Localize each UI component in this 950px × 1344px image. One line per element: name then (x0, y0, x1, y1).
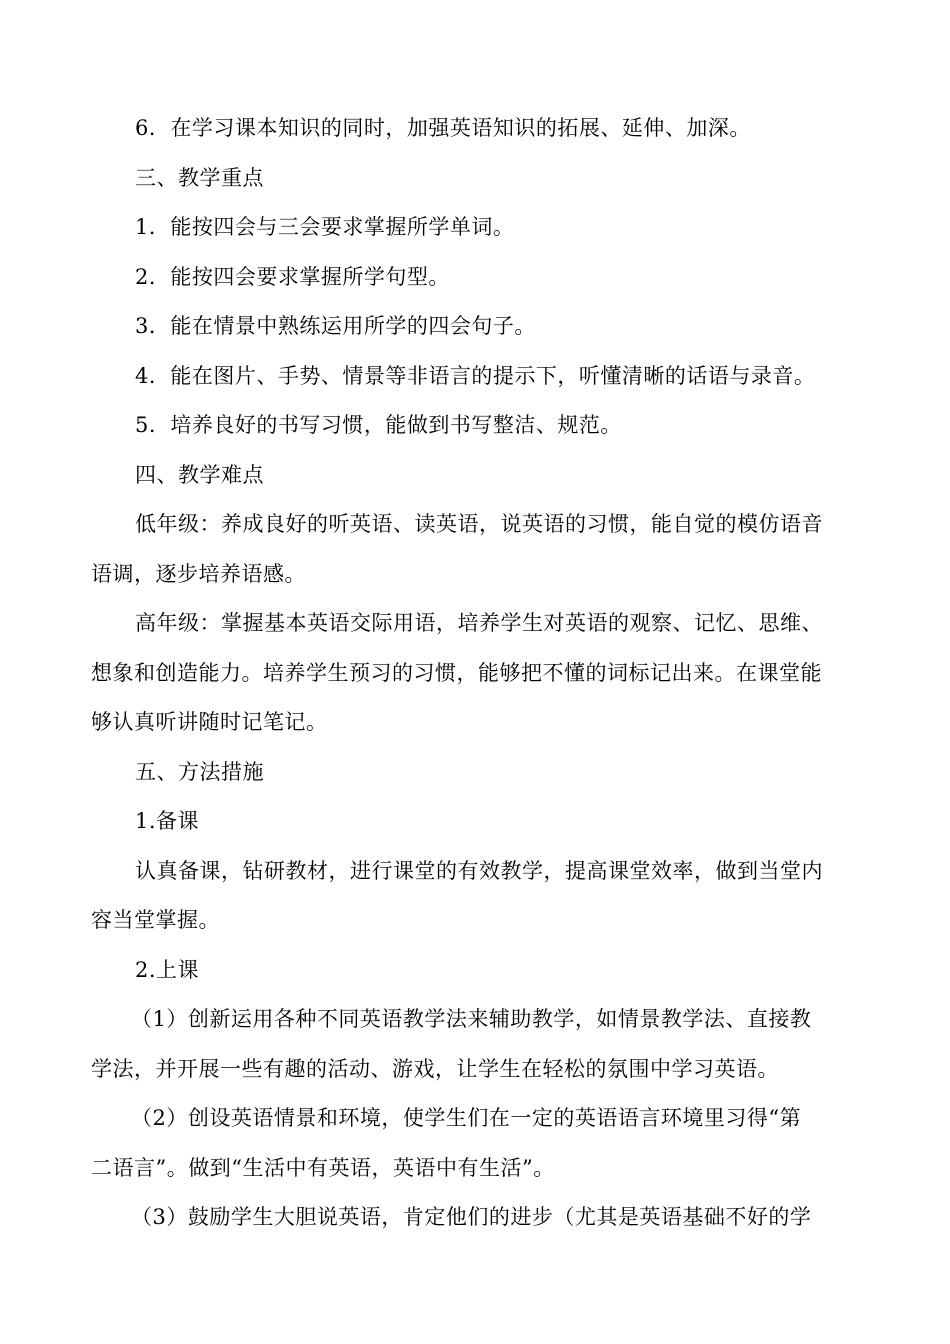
text-line: 低年级：养成良好的听英语、读英语，说英语的习惯，能自觉的模仿语音 (135, 512, 823, 536)
paragraph-lesson-prep (91, 847, 861, 946)
text-line: 3．能在情景中熟练运用所学的四会句子。 (135, 314, 536, 338)
text-line: （1）创新运用各种不同英语教学法来辅助教学，如情景教学法、直接教 (131, 1007, 812, 1031)
text-line: 6．在学习课本知识的同时，加强英语知识的拓展、延伸、加深。 (135, 116, 751, 140)
paragraph-upper-grade (91, 599, 861, 748)
subheading-class (91, 946, 861, 996)
text-line: 想象和创造能力。培养学生预习的习惯，能够把不懂的词标记出来。在课堂能 (91, 660, 822, 685)
text-line: 容当堂掌握。 (91, 908, 220, 932)
text-line: 认真备课，钻研教材，进行课堂的有效教学，提高课堂效率，做到当堂内 (135, 858, 823, 883)
text-line: 高年级：掌握基本英语交际用语，培养学生对英语的观察、记忆、思维、 (135, 611, 823, 635)
subheading-lesson-prep (91, 797, 861, 847)
section-heading-4 (91, 451, 861, 501)
document-page (91, 104, 861, 1243)
paragraph-class-2 (91, 1094, 861, 1193)
text-line: 4．能在图片、手势、情景等非语言的提示下，听懂清晰的话语与录音。 (135, 363, 816, 388)
paragraph-lower-grade (91, 500, 861, 599)
paragraph-item-4 (91, 352, 861, 402)
text-line: 四、教学难点 (135, 462, 264, 487)
paragraph-item-6 (91, 104, 861, 154)
text-line: 语调，逐步培养语感。 (91, 561, 306, 586)
paragraph-item-5 (91, 401, 861, 451)
section-heading-5 (91, 748, 861, 798)
paragraph-item-3 (91, 302, 861, 352)
paragraph-class-1 (91, 995, 861, 1094)
text-line: （2）创设英语情景和环境，使学生们在一定的英语语言环境里习得“第 (131, 1106, 802, 1130)
text-line: 五、方法措施 (135, 759, 264, 784)
text-line: 够认真听讲随时记笔记。 (91, 710, 328, 734)
text-line: 5．培养良好的书写习惯，能做到书写整洁、规范。 (135, 413, 622, 437)
paragraph-class-3 (91, 1193, 861, 1243)
text-line: 2．能按四会要求掌握所学句型。 (135, 264, 450, 289)
paragraph-item-2 (91, 253, 861, 303)
text-line: 1.备课 (135, 809, 200, 833)
text-line: 学法，并开展一些有趣的活动、游戏，让学生在轻松的氛围中学习英语。 (91, 1056, 779, 1081)
text-line: 1．能按四会与三会要求掌握所学单词。 (135, 215, 515, 239)
text-line: 二语言”。做到“生活中有英语，英语中有生活”。 (91, 1155, 555, 1180)
paragraph-item-1 (91, 203, 861, 253)
text-line: 三、教学重点 (135, 165, 264, 190)
section-heading-3 (91, 154, 861, 204)
text-line: 2.上课 (135, 957, 200, 982)
text-line: （3）鼓励学生大胆说英语，肯定他们的进步（尤其是英语基础不好的学 (131, 1205, 812, 1229)
